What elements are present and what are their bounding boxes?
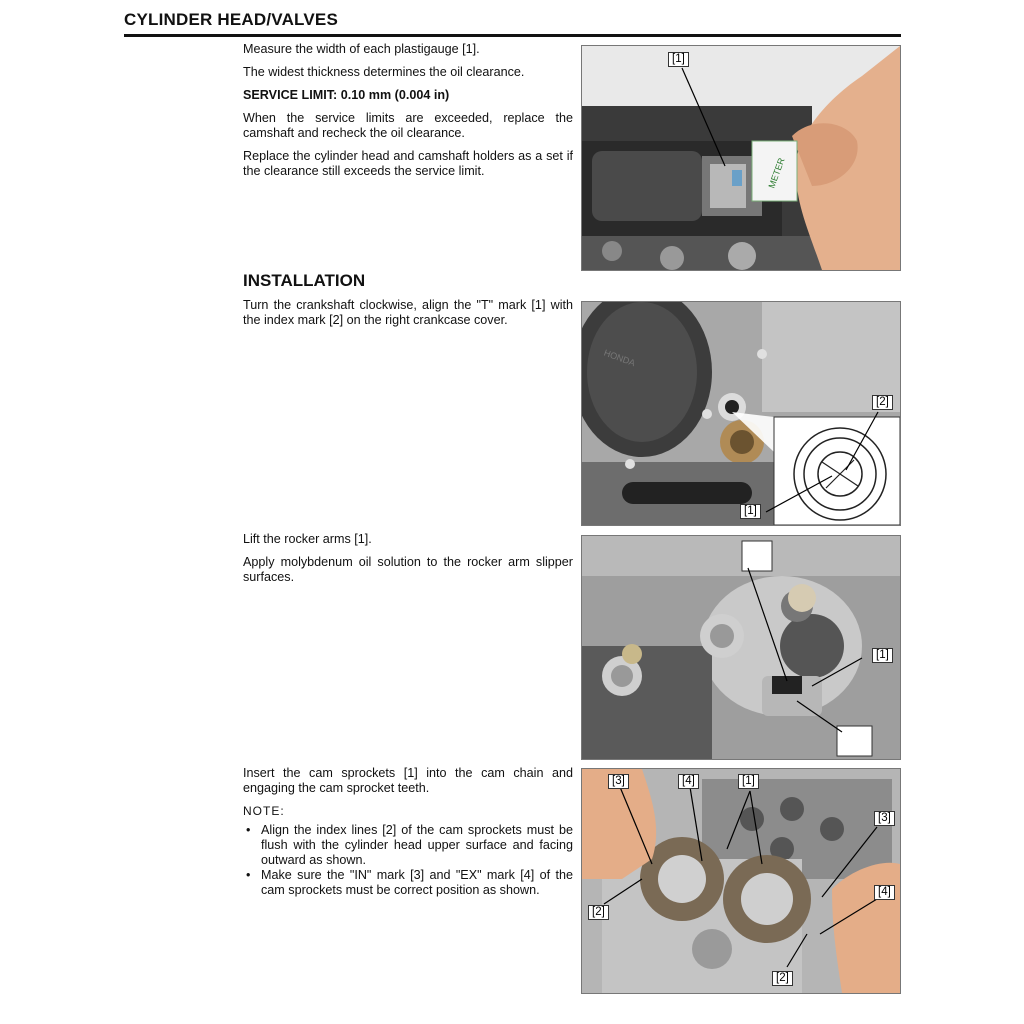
figure-timing-mark [581, 301, 901, 526]
plastigauge-photo [582, 46, 900, 270]
rocker-arms-photo [582, 536, 900, 759]
note-list [243, 823, 573, 898]
header-rule [124, 34, 901, 37]
measurement-text-block [243, 42, 573, 187]
callout-cam-sprocket: [1] [738, 774, 759, 789]
figure-plastigauge [581, 45, 901, 271]
note-item: • Make sure the "IN" mark [3] and "EX" mark [4] of the cam sprockets must be correct position as shown. [243, 868, 573, 898]
callout-rocker-arm: [1] [872, 648, 893, 663]
paragraph-crankshaft: Turn the crankshaft clockwise, align the "T" mark [1] with the index mark [2] on the right crankcase cover. [243, 298, 573, 327]
figure-cam-sprockets [581, 768, 901, 994]
paragraph-measure: Measure the width of each plastigauge [1]. [243, 42, 480, 56]
page-title: CYLINDER HEAD/VALVES [124, 10, 339, 29]
crankcase-brand: HONDA [602, 347, 637, 369]
figure-rocker-arms [581, 535, 901, 760]
paragraph-apply-oil: Apply molybdenum oil solution to the rocker arm slipper surfaces. [243, 555, 573, 584]
installation-heading: INSTALLATION [243, 271, 366, 290]
note-label: NOTE: [243, 804, 285, 818]
step-crankshaft [243, 298, 573, 336]
callout-plastigauge: [1] [668, 52, 689, 67]
paragraph-lift-rocker: Lift the rocker arms [1]. [243, 532, 372, 546]
note-item: • Align the index lines [2] of the cam sprockets must be flush with the cylinder head upper surface and facing outward as shown. [243, 823, 573, 868]
callout-ex-mark-right: [4] [874, 885, 895, 900]
step-sprockets [243, 766, 573, 898]
callout-in-mark-right: [3] [874, 811, 895, 826]
cam-sprockets-photo [582, 769, 900, 993]
step-rocker [243, 532, 573, 593]
callout-index-line-left: [2] [588, 905, 609, 920]
callout-index-line-bottom: [2] [772, 971, 793, 986]
paragraph-widest: The widest thickness determines the oil clearance. [243, 65, 525, 79]
callout-in-mark: [3] [608, 774, 629, 789]
service-limit: SERVICE LIMIT: 0.10 mm (0.004 in) [243, 88, 450, 102]
plastigauge-label: METER [766, 156, 787, 190]
paragraph-insert-sprockets: Insert the cam sprockets [1] into the cam chain and engaging the cam sprocket teeth. [243, 766, 573, 795]
callout-index-mark: [2] [872, 395, 893, 410]
callout-ex-mark: [4] [678, 774, 699, 789]
callout-t-mark: [1] [740, 504, 761, 519]
paragraph-replace-camshaft: When the service limits are exceeded, replace the camshaft and recheck the oil clearance. [243, 111, 573, 140]
paragraph-replace-head: Replace the cylinder head and camshaft holders as a set if the clearance still exceeds the service limit. [243, 149, 573, 178]
crankcase-photo [582, 302, 900, 525]
